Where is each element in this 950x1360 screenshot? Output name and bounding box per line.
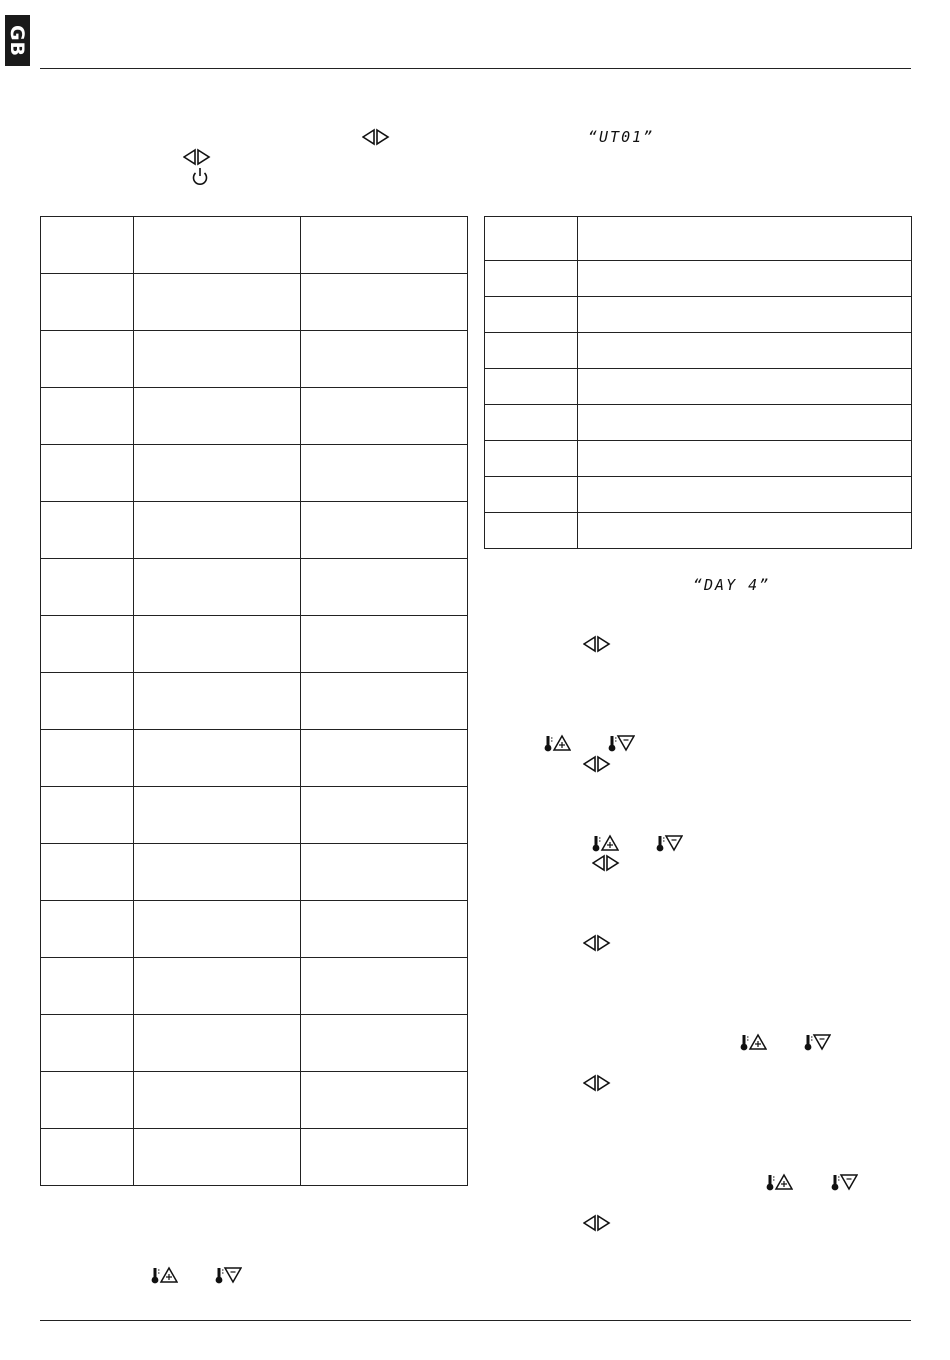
table-cell bbox=[41, 388, 134, 445]
table-row bbox=[41, 787, 468, 844]
table-cell bbox=[485, 217, 578, 261]
table-cell bbox=[485, 369, 578, 405]
table-cell bbox=[41, 673, 134, 730]
table-cell bbox=[41, 1072, 134, 1129]
table-row bbox=[41, 844, 468, 901]
table-cell bbox=[301, 559, 468, 616]
table-cell bbox=[578, 477, 912, 513]
table-cell bbox=[301, 217, 468, 274]
table-cell bbox=[134, 901, 301, 958]
table-cell bbox=[301, 445, 468, 502]
left-right-arrow-icon bbox=[583, 635, 611, 653]
table-cell bbox=[41, 331, 134, 388]
table-row bbox=[41, 445, 468, 502]
table-cell bbox=[41, 559, 134, 616]
table-cell bbox=[578, 261, 912, 297]
table-cell bbox=[41, 502, 134, 559]
table-cell bbox=[578, 369, 912, 405]
language-tab bbox=[5, 15, 30, 66]
table-cell bbox=[134, 844, 301, 901]
table-cell bbox=[134, 958, 301, 1015]
table-cell bbox=[485, 261, 578, 297]
table-row bbox=[41, 1072, 468, 1129]
table-cell bbox=[578, 513, 912, 549]
table-row bbox=[41, 274, 468, 331]
table-row bbox=[41, 1129, 468, 1186]
thermometer-down-icon bbox=[803, 1033, 831, 1051]
display-code-day: “DAY 4” bbox=[693, 576, 771, 594]
table-cell bbox=[134, 673, 301, 730]
table-row bbox=[485, 405, 912, 441]
table-cell bbox=[485, 333, 578, 369]
right-user-table bbox=[484, 216, 912, 549]
left-right-arrow-icon bbox=[592, 854, 620, 872]
table-cell bbox=[578, 441, 912, 477]
language-tab-label: GB bbox=[6, 24, 29, 57]
thermometer-up-icon bbox=[591, 834, 619, 852]
table-cell bbox=[134, 274, 301, 331]
left-right-arrow-icon bbox=[583, 755, 611, 773]
table-cell bbox=[41, 787, 134, 844]
table-row bbox=[41, 730, 468, 787]
thermometer-down-icon bbox=[214, 1266, 242, 1284]
table-row bbox=[41, 673, 468, 730]
table-cell bbox=[301, 616, 468, 673]
left-right-arrow-icon bbox=[583, 1214, 611, 1232]
table-cell bbox=[301, 388, 468, 445]
left-right-arrow-icon bbox=[583, 1074, 611, 1092]
table-cell bbox=[134, 730, 301, 787]
power-icon bbox=[190, 167, 210, 187]
table-cell bbox=[301, 844, 468, 901]
table-cell bbox=[134, 502, 301, 559]
table-cell bbox=[41, 730, 134, 787]
display-code-user: “UT01” bbox=[588, 128, 655, 146]
table-cell bbox=[41, 901, 134, 958]
thermometer-up-icon bbox=[739, 1033, 767, 1051]
thermometer-up-icon bbox=[543, 734, 571, 752]
table-cell bbox=[301, 1015, 468, 1072]
table-cell bbox=[301, 1129, 468, 1186]
table-cell bbox=[41, 445, 134, 502]
table-cell bbox=[41, 217, 134, 274]
table-cell bbox=[134, 331, 301, 388]
table-cell bbox=[301, 331, 468, 388]
table-row bbox=[485, 441, 912, 477]
left-right-arrow-icon bbox=[183, 148, 211, 166]
table-row bbox=[41, 388, 468, 445]
table-cell bbox=[134, 388, 301, 445]
thermometer-up-icon bbox=[150, 1266, 178, 1284]
table-cell bbox=[578, 217, 912, 261]
table-row bbox=[485, 261, 912, 297]
left-right-arrow-icon bbox=[362, 128, 390, 146]
table-cell bbox=[134, 217, 301, 274]
table-row bbox=[485, 477, 912, 513]
table-row bbox=[41, 502, 468, 559]
table-row bbox=[485, 333, 912, 369]
table-cell bbox=[134, 616, 301, 673]
table-cell bbox=[41, 1015, 134, 1072]
table-cell bbox=[578, 405, 912, 441]
table-cell bbox=[485, 405, 578, 441]
table-cell bbox=[301, 274, 468, 331]
table-row bbox=[41, 217, 468, 274]
table-cell bbox=[578, 297, 912, 333]
thermometer-down-icon bbox=[607, 734, 635, 752]
table-cell bbox=[301, 787, 468, 844]
table-cell bbox=[134, 559, 301, 616]
table-row bbox=[485, 297, 912, 333]
table-cell bbox=[485, 477, 578, 513]
table-cell bbox=[301, 730, 468, 787]
table-cell bbox=[134, 1015, 301, 1072]
table-row bbox=[41, 559, 468, 616]
thermometer-up-icon bbox=[765, 1173, 793, 1191]
thermometer-down-icon bbox=[655, 834, 683, 852]
table-cell bbox=[301, 502, 468, 559]
table-row bbox=[41, 901, 468, 958]
table-cell bbox=[41, 1129, 134, 1186]
table-cell bbox=[41, 274, 134, 331]
table-row bbox=[485, 217, 912, 261]
table-row bbox=[41, 331, 468, 388]
table-cell bbox=[301, 673, 468, 730]
left-right-arrow-icon bbox=[583, 934, 611, 952]
table-row bbox=[485, 369, 912, 405]
table-cell bbox=[301, 1072, 468, 1129]
table-cell bbox=[134, 787, 301, 844]
table-row bbox=[485, 513, 912, 549]
table-cell bbox=[485, 441, 578, 477]
footer-rule bbox=[40, 1320, 911, 1321]
table-cell bbox=[485, 297, 578, 333]
table-cell bbox=[485, 513, 578, 549]
left-program-table bbox=[40, 216, 468, 1186]
table-cell bbox=[578, 333, 912, 369]
table-cell bbox=[134, 1129, 301, 1186]
table-row bbox=[41, 616, 468, 673]
thermometer-down-icon bbox=[830, 1173, 858, 1191]
table-row bbox=[41, 1015, 468, 1072]
table-cell bbox=[301, 958, 468, 1015]
header-rule bbox=[40, 68, 911, 69]
table-cell bbox=[41, 958, 134, 1015]
table-row bbox=[41, 958, 468, 1015]
table-cell bbox=[301, 901, 468, 958]
table-cell bbox=[41, 844, 134, 901]
table-cell bbox=[41, 616, 134, 673]
table-cell bbox=[134, 445, 301, 502]
table-cell bbox=[134, 1072, 301, 1129]
